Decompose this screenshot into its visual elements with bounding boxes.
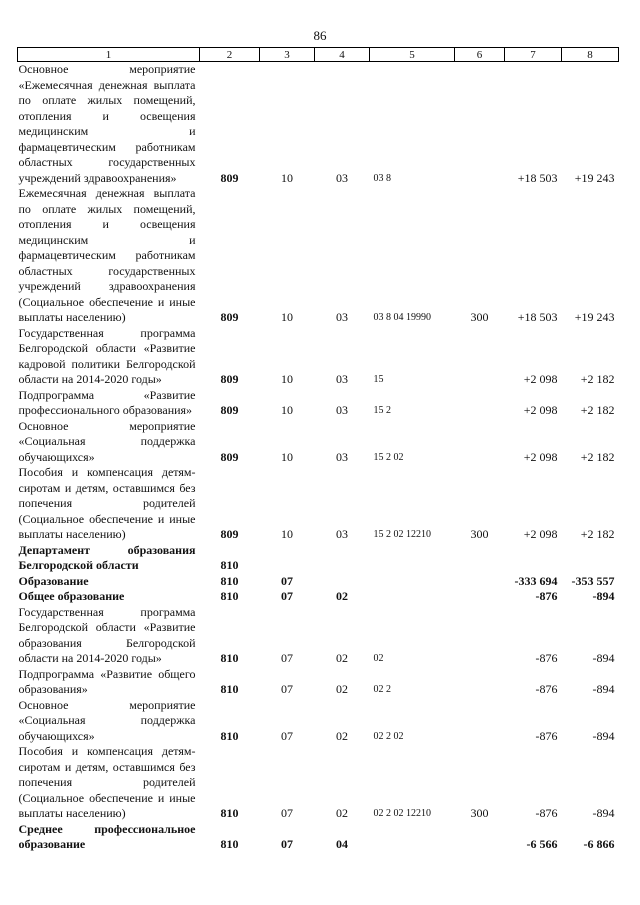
row-value-year-1: -876 <box>535 651 558 665</box>
row-expense-type-code <box>455 822 505 853</box>
table-row <box>18 388 619 419</box>
row-section-code: 07 <box>281 837 293 851</box>
row-expense-type-code <box>455 388 505 419</box>
row-value-year-1: -6 566 <box>526 837 558 851</box>
table-row <box>18 186 619 326</box>
row-name: Государственная программа Белгородской области «Развитие образования Белгородской области на 2014-2020 годы» <box>18 604 196 665</box>
header-col-1: 1 <box>18 48 200 62</box>
row-value-year-1: +18 503 <box>517 170 558 185</box>
header-col-3: 3 <box>260 48 315 62</box>
row-value-year-2: -894 <box>592 728 615 743</box>
row-value-year-2: +2 182 <box>580 449 615 464</box>
row-name: Подпрограмма «Развитие профессионального образования» <box>18 387 196 417</box>
row-name: Среднее профессиональное образование <box>18 821 196 851</box>
table-row <box>18 667 619 698</box>
table-body <box>18 62 619 853</box>
table-row <box>18 574 619 590</box>
table-row <box>18 698 619 745</box>
row-value-year-1: +18 503 <box>517 310 558 324</box>
row-name: Основное мероприятие «Социальная поддержка обучающихся» <box>18 697 196 743</box>
header-col-8: 8 <box>562 48 619 62</box>
row-value-year-1: +2 098 <box>523 449 558 464</box>
row-target-code: 15 2 02 <box>373 451 404 463</box>
row-section-code: 07 <box>281 651 293 665</box>
row-subsection-code: 03 <box>336 403 348 417</box>
row-ved-code: 810 <box>220 837 239 851</box>
row-section-code: 10 <box>281 310 293 324</box>
row-subsection-code: 03 <box>336 449 348 464</box>
row-ved-code: 810 <box>220 589 239 603</box>
row-target-code: 02 <box>373 653 384 664</box>
row-target-code <box>370 574 455 590</box>
row-expense-type-code <box>455 574 505 590</box>
row-section-code: 07 <box>281 728 293 743</box>
row-value-year-2: -6 866 <box>583 837 615 851</box>
row-section-code: 10 <box>281 449 293 464</box>
row-value-year-1: -876 <box>535 806 558 820</box>
row-value-year-2: -894 <box>592 651 615 665</box>
row-value-year-1: +2 098 <box>523 372 558 386</box>
row-ved-code: 809 <box>220 403 239 417</box>
table-row <box>18 543 619 574</box>
row-target-code: 15 <box>373 374 384 385</box>
row-subsection-code: 02 <box>336 682 348 696</box>
row-section-code: 07 <box>281 573 293 588</box>
row-section-code: 10 <box>281 170 293 185</box>
row-value-year-1 <box>505 543 562 574</box>
table-row <box>18 62 619 187</box>
row-subsection-code: 02 <box>336 728 348 743</box>
row-section-code: 10 <box>281 527 293 541</box>
row-expense-type-code <box>455 62 505 187</box>
row-target-code <box>370 589 455 605</box>
row-expense-type-code <box>455 326 505 388</box>
row-ved-code: 809 <box>220 449 239 464</box>
row-subsection-code: 02 <box>336 806 348 820</box>
table-row <box>18 465 619 543</box>
row-subsection-code: 03 <box>336 170 348 185</box>
row-expense-type-code: 300 <box>470 806 489 820</box>
row-name: Пособия и компенсация детям-сиротам и детям, оставшимся без попечения родителей (Социальное обеспечение и иные выплаты населению) <box>18 744 196 820</box>
row-name: Основное мероприятие «Социальная поддержка обучающихся» <box>18 418 196 464</box>
row-value-year-2: -894 <box>592 589 615 603</box>
table-row <box>18 589 619 605</box>
row-target-code: 15 2 02 12210 <box>373 529 431 540</box>
row-target-code: 03 8 <box>373 172 391 184</box>
row-subsection-code: 04 <box>336 837 348 851</box>
row-expense-type-code <box>455 667 505 698</box>
row-expense-type-code <box>455 419 505 466</box>
row-subsection-code: 03 <box>336 310 348 324</box>
row-section-code <box>260 543 315 574</box>
row-subsection-code: 02 <box>336 651 348 665</box>
row-expense-type-code <box>455 589 505 605</box>
row-value-year-2: -894 <box>592 806 615 820</box>
row-name: Пособия и компенсация детям-сиротам и детям, оставшимся без попечения родителей (Социальное обеспечение и иные выплаты населению) <box>18 465 196 541</box>
header-col-6: 6 <box>455 48 505 62</box>
row-value-year-2: -353 557 <box>571 573 615 588</box>
header-col-4: 4 <box>315 48 370 62</box>
row-value-year-2: +19 243 <box>574 310 615 324</box>
row-expense-type-code: 300 <box>470 527 489 541</box>
row-target-code <box>370 822 455 853</box>
table-header-row <box>18 48 619 62</box>
row-value-year-1: -333 694 <box>514 573 558 588</box>
row-value-year-1: -876 <box>535 589 558 603</box>
row-value-year-1: +2 098 <box>523 403 558 417</box>
row-ved-code: 809 <box>220 372 239 386</box>
row-value-year-2: +2 182 <box>580 372 615 386</box>
row-expense-type-code <box>455 605 505 667</box>
row-target-code: 02 2 <box>373 684 391 695</box>
header-col-7: 7 <box>505 48 562 62</box>
row-value-year-1: -876 <box>535 682 558 696</box>
table-row <box>18 822 619 853</box>
row-name: Ежемесячная денежная выплата по оплате жилых помещений, отопления и освещения медицинским и фармацевтическим работникам областных государственных учреждений здравоохранения (Социальное обеспечение и иные выплаты населению) <box>18 186 196 324</box>
row-ved-code: 810 <box>220 682 239 696</box>
budget-table <box>17 47 619 853</box>
row-subsection-code <box>315 574 370 590</box>
row-expense-type-code <box>455 698 505 745</box>
row-name: Подпрограмма «Развитие общего образования» <box>18 666 196 696</box>
row-target-code: 15 2 <box>373 405 391 416</box>
row-expense-type-code: 300 <box>470 310 489 324</box>
row-ved-code: 810 <box>220 806 239 820</box>
header-col-2: 2 <box>200 48 260 62</box>
row-value-year-1: -876 <box>535 728 558 743</box>
row-expense-type-code <box>455 543 505 574</box>
row-value-year-2 <box>562 543 619 574</box>
row-value-year-2: +2 182 <box>580 527 615 541</box>
row-target-code: 03 8 04 19990 <box>373 312 431 323</box>
header-col-5: 5 <box>370 48 455 62</box>
row-section-code: 07 <box>281 806 293 820</box>
table-row <box>18 326 619 388</box>
row-name: Государственная программа Белгородской области «Развитие кадровой политики Белгородской области на 2014-2020 годы» <box>18 325 196 386</box>
row-subsection-code: 03 <box>336 527 348 541</box>
row-value-year-1: +2 098 <box>523 527 558 541</box>
row-subsection-code <box>315 543 370 574</box>
row-ved-code: 810 <box>220 558 239 572</box>
row-value-year-2: +2 182 <box>580 403 615 417</box>
row-ved-code: 810 <box>220 728 239 743</box>
table-row <box>18 605 619 667</box>
row-subsection-code: 02 <box>336 589 348 603</box>
row-target-code: 02 2 02 <box>373 730 404 742</box>
row-subsection-code: 03 <box>336 372 348 386</box>
row-section-code: 07 <box>281 589 293 603</box>
table-row <box>18 744 619 822</box>
row-ved-code: 810 <box>220 651 239 665</box>
row-name: Основное мероприятие «Ежемесячная денежная выплата по оплате жилых помещений, отопления и освещения медицинским и фармацевтическим работникам областных государственных учреждений здравоохранения» <box>18 62 196 185</box>
row-ved-code: 809 <box>220 170 239 185</box>
row-section-code: 10 <box>281 372 293 386</box>
row-value-year-2: -894 <box>592 682 615 696</box>
row-target-code <box>370 543 455 574</box>
row-section-code: 07 <box>281 682 293 696</box>
row-ved-code: 809 <box>220 310 239 324</box>
row-value-year-2: +19 243 <box>574 170 615 185</box>
table-row <box>18 419 619 466</box>
row-target-code: 02 2 02 12210 <box>373 808 431 819</box>
row-name: Общее образование <box>18 589 125 603</box>
row-name: Образование <box>18 573 89 588</box>
row-section-code: 10 <box>281 403 293 417</box>
row-name: Департамент образования Белгородской области <box>18 542 196 572</box>
row-ved-code: 810 <box>220 573 239 588</box>
row-ved-code: 809 <box>220 527 239 541</box>
page-number: 86 <box>313 28 327 43</box>
